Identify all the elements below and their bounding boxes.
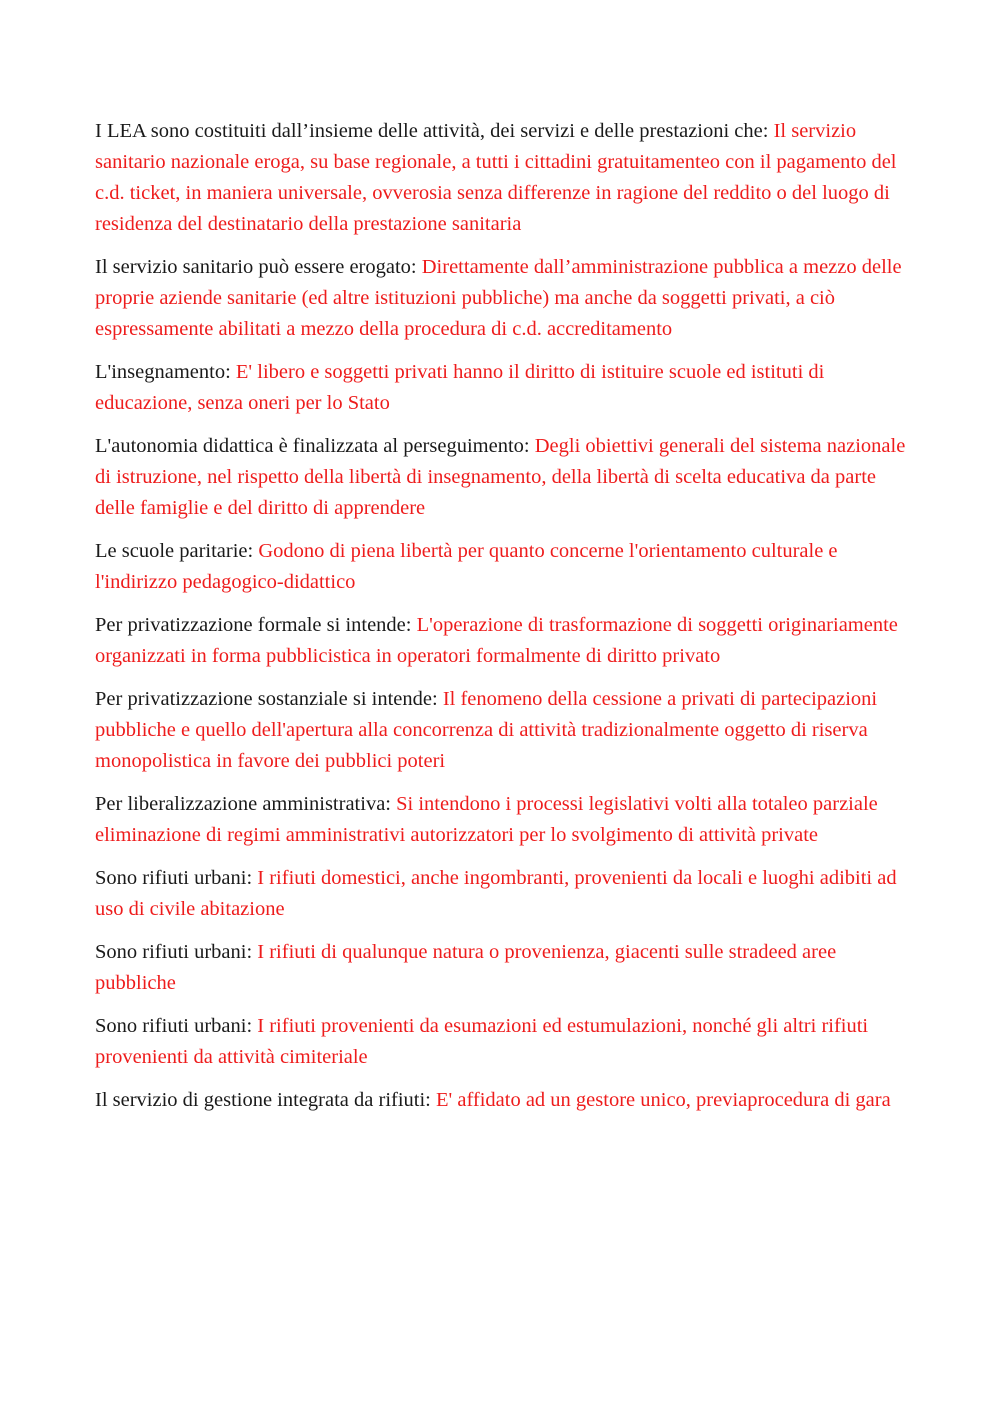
qa-item bbox=[95, 357, 915, 419]
document-page bbox=[95, 116, 915, 1128]
answer-text: Il fenomeno della cessione a privati di partecipazioni pubbliche e quello dell'apertura alla concorrenza di attività tradizionalmente oggetto di riserva monopolistica in favore dei pubblici poteri bbox=[95, 688, 878, 772]
question-text: Il servizio sanitario può essere erogato: bbox=[95, 256, 417, 278]
question-text: Sono rifiuti urbani: bbox=[95, 867, 253, 889]
question-text: Per liberalizzazione amministrativa: bbox=[95, 793, 391, 815]
qa-item bbox=[95, 252, 915, 345]
qa-item bbox=[95, 789, 915, 851]
qa-item bbox=[95, 1085, 915, 1116]
question-text: Le scuole paritarie: bbox=[95, 540, 254, 562]
answer-text: Il servizio sanitario nazionale eroga, su base regionale, a tutti i cittadini gratuitamenteo con il pagamento del c.d. ticket, in maniera universale, ovverosia senza differenze in ragione del reddito o del luogo di residenza del destinatario della prestazione sanitaria bbox=[95, 120, 897, 235]
question-text: Per privatizzazione sostanziale si intende: bbox=[95, 688, 438, 710]
answer-text: I rifiuti domestici, anche ingombranti, provenienti da locali e luoghi adibiti ad uso di civile abitazione bbox=[95, 867, 897, 920]
question-text: Sono rifiuti urbani: bbox=[95, 941, 253, 963]
qa-item bbox=[95, 116, 915, 240]
answer-text: Godono di piena libertà per quanto concerne l'orientamento culturale e l'indirizzo pedagogico-didattico bbox=[95, 540, 838, 593]
question-text: Il servizio di gestione integrata da rifiuti: bbox=[95, 1089, 431, 1111]
qa-item bbox=[95, 610, 915, 672]
answer-text: I rifiuti provenienti da esumazioni ed estumulazioni, nonché gli altri rifiuti provenienti da attività cimiteriale bbox=[95, 1015, 869, 1068]
qa-item bbox=[95, 536, 915, 598]
answer-text: I rifiuti di qualunque natura o provenienza, giacenti sulle stradeed aree pubbliche bbox=[95, 941, 837, 994]
answer-text: Direttamente dall’amministrazione pubblica a mezzo delle proprie aziende sanitarie (ed altre istituzioni pubbliche) ma anche da soggetti privati, a ciò espressamente abilitati a mezzo della procedura di c.d. accreditamento bbox=[95, 256, 902, 340]
question-text: Sono rifiuti urbani: bbox=[95, 1015, 253, 1037]
answer-text: E' affidato ad un gestore unico, previaprocedura di gara bbox=[436, 1089, 891, 1111]
question-text: L'autonomia didattica è finalizzata al perseguimento: bbox=[95, 435, 530, 457]
answer-text: Si intendono i processi legislativi volti alla totaleo parziale eliminazione di regimi amministrativi autorizzatori per lo svolgimento di attività private bbox=[95, 793, 878, 846]
question-text: I LEA sono costituiti dall’insieme delle attività, dei servizi e delle prestazioni che: bbox=[95, 120, 769, 142]
question-text: Per privatizzazione formale si intende: bbox=[95, 614, 412, 636]
qa-item bbox=[95, 1011, 915, 1073]
question-text: L'insegnamento: bbox=[95, 361, 231, 383]
answer-text: L'operazione di trasformazione di soggetti originariamente organizzati in forma pubblicistica in operatori formalmente di diritto privato bbox=[95, 614, 898, 667]
qa-item bbox=[95, 684, 915, 777]
qa-item bbox=[95, 863, 915, 925]
qa-item bbox=[95, 937, 915, 999]
qa-item bbox=[95, 431, 915, 524]
answer-text: E' libero e soggetti privati hanno il diritto di istituire scuole ed istituti di educazione, senza oneri per lo Stato bbox=[95, 361, 825, 414]
answer-text: Degli obiettivi generali del sistema nazionale di istruzione, nel rispetto della libertà di insegnamento, della libertà di scelta educativa da parte delle famiglie e del diritto di apprendere bbox=[95, 435, 906, 519]
